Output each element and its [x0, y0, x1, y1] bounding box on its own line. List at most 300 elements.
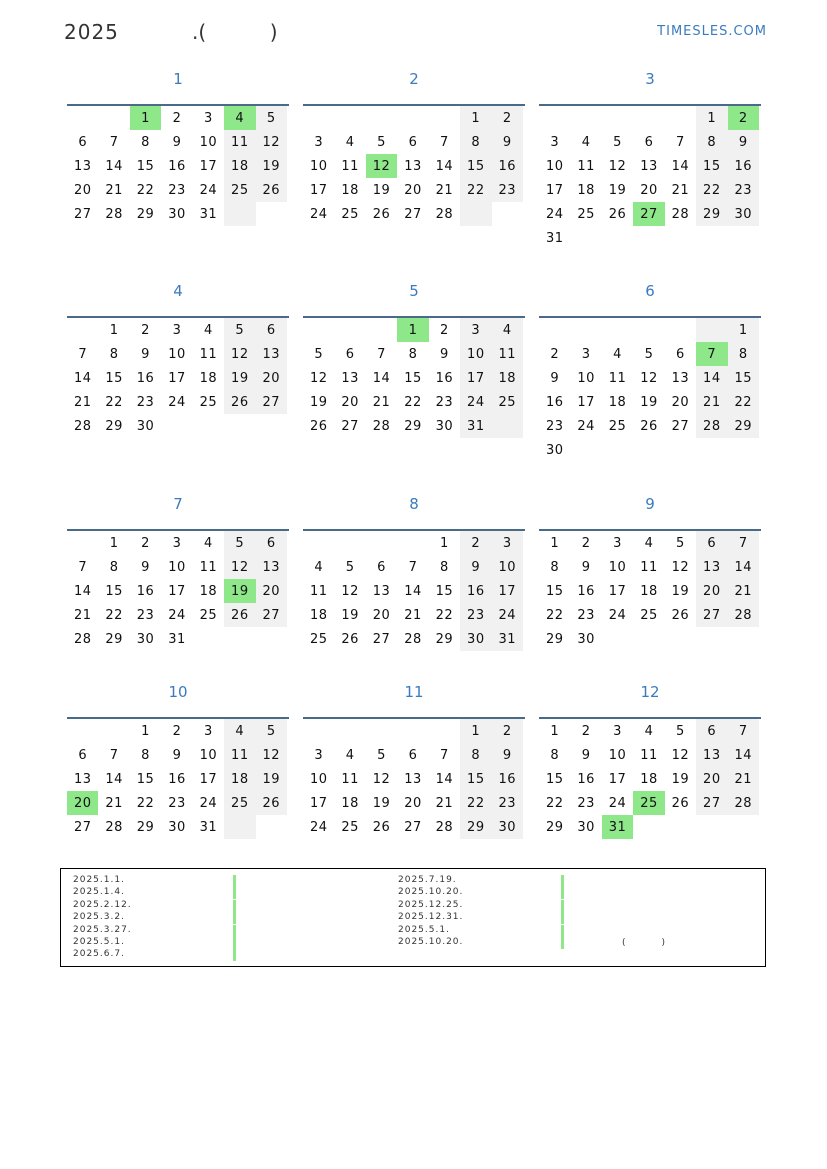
day-cell[interactable]: 15 — [404, 370, 422, 386]
day-cell[interactable]: 10 — [545, 158, 564, 174]
day-cell[interactable]: 27 — [633, 202, 664, 226]
day-cell[interactable]: 3 — [492, 531, 523, 555]
day-cell[interactable]: 21 — [404, 607, 422, 623]
day-cell[interactable]: 3 — [172, 322, 182, 338]
day-cell[interactable]: 23 — [492, 791, 523, 815]
day-cell[interactable]: 31 — [460, 414, 491, 438]
day-cell[interactable]: 16 — [435, 370, 454, 386]
day-cell[interactable]: 15 — [545, 771, 564, 787]
day-cell[interactable]: 3 — [460, 318, 491, 342]
day-cell[interactable]: 18 — [341, 182, 359, 198]
day-cell[interactable]: 10 — [577, 370, 595, 386]
day-cell[interactable]: 14 — [435, 158, 454, 174]
day-cell[interactable]: 20 — [640, 182, 658, 198]
day-cell[interactable]: 17 — [199, 158, 218, 174]
day-cell[interactable]: 15 — [435, 583, 454, 599]
day-cell[interactable]: 23 — [136, 607, 155, 623]
day-cell[interactable]: 16 — [728, 154, 759, 178]
day-cell[interactable]: 8 — [460, 130, 491, 154]
day-cell[interactable]: 6 — [78, 747, 88, 763]
day-cell[interactable]: 18 — [341, 795, 359, 811]
day-cell[interactable]: 24 — [492, 603, 523, 627]
day-cell[interactable]: 22 — [545, 607, 564, 623]
day-cell[interactable]: 1 — [696, 106, 727, 130]
day-cell[interactable]: 7 — [78, 559, 88, 575]
day-cell[interactable]: 1 — [460, 106, 491, 130]
day-cell[interactable]: 8 — [550, 559, 560, 575]
day-cell[interactable]: 4 — [224, 719, 255, 743]
day-cell[interactable]: 9 — [581, 559, 591, 575]
day-cell[interactable]: 18 — [309, 607, 328, 623]
day-cell[interactable]: 17 — [608, 583, 627, 599]
day-cell[interactable]: 17 — [492, 579, 523, 603]
day-cell[interactable]: 13 — [341, 370, 359, 386]
day-cell[interactable]: 10 — [168, 346, 186, 362]
day-cell[interactable]: 27 — [341, 418, 359, 434]
day-cell[interactable]: 5 — [256, 106, 287, 130]
day-cell[interactable]: 13 — [404, 158, 422, 174]
day-cell[interactable]: 1 — [728, 318, 759, 342]
day-cell[interactable]: 17 — [309, 795, 328, 811]
day-cell[interactable]: 25 — [199, 607, 218, 623]
day-cell[interactable]: 21 — [728, 767, 759, 791]
day-cell[interactable]: 26 — [224, 603, 255, 627]
day-cell[interactable]: 28 — [435, 206, 454, 222]
day-cell[interactable]: 28 — [404, 631, 422, 647]
day-cell[interactable]: 2 — [492, 719, 523, 743]
day-cell[interactable]: 27 — [256, 390, 287, 414]
day-cell[interactable]: 22 — [696, 178, 727, 202]
day-cell[interactable]: 16 — [577, 583, 595, 599]
day-cell[interactable]: 16 — [168, 771, 186, 787]
day-cell[interactable]: 8 — [109, 559, 119, 575]
day-cell[interactable]: 19 — [256, 767, 287, 791]
day-cell[interactable]: 18 — [199, 583, 218, 599]
day-cell[interactable]: 6 — [345, 346, 355, 362]
day-cell[interactable]: 4 — [204, 535, 213, 551]
day-cell[interactable]: 8 — [141, 747, 150, 763]
day-cell[interactable]: 1 — [109, 535, 119, 551]
day-cell[interactable]: 14 — [105, 158, 123, 174]
day-cell[interactable]: 20 — [696, 579, 727, 603]
day-cell[interactable]: 20 — [73, 182, 92, 198]
day-cell[interactable]: 4 — [345, 747, 355, 763]
day-cell[interactable]: 19 — [372, 182, 391, 198]
day-cell[interactable]: 26 — [256, 178, 287, 202]
day-cell[interactable]: 25 — [577, 206, 595, 222]
day-cell[interactable]: 26 — [256, 791, 287, 815]
day-cell[interactable]: 24 — [577, 418, 595, 434]
day-cell[interactable]: 29 — [435, 631, 454, 647]
day-cell[interactable]: 9 — [172, 134, 182, 150]
day-cell[interactable]: 4 — [644, 723, 654, 739]
day-cell[interactable]: 11 — [224, 130, 255, 154]
day-cell[interactable]: 14 — [404, 583, 422, 599]
day-cell[interactable]: 13 — [73, 158, 92, 174]
day-cell[interactable]: 29 — [105, 418, 123, 434]
day-cell[interactable]: 16 — [492, 767, 523, 791]
day-cell[interactable]: 27 — [696, 603, 727, 627]
day-cell[interactable]: 5 — [224, 318, 255, 342]
day-cell[interactable]: 23 — [545, 418, 564, 434]
day-cell[interactable]: 12 — [256, 743, 287, 767]
day-cell[interactable]: 14 — [728, 555, 759, 579]
day-cell[interactable]: 27 — [404, 206, 422, 222]
day-cell[interactable]: 14 — [105, 771, 123, 787]
day-cell[interactable]: 24 — [545, 206, 564, 222]
day-cell[interactable]: 4 — [204, 322, 213, 338]
day-cell[interactable]: 7 — [696, 342, 727, 366]
day-cell[interactable]: 23 — [136, 394, 155, 410]
day-cell[interactable]: 21 — [728, 579, 759, 603]
day-cell[interactable]: 19 — [640, 394, 658, 410]
day-cell[interactable]: 1 — [550, 723, 560, 739]
day-cell[interactable]: 6 — [256, 318, 287, 342]
day-cell[interactable]: 6 — [644, 134, 654, 150]
day-cell[interactable]: 17 — [545, 182, 564, 198]
day-cell[interactable]: 31 — [545, 230, 564, 246]
day-cell[interactable]: 5 — [377, 747, 386, 763]
day-cell[interactable]: 10 — [168, 559, 186, 575]
day-cell[interactable]: 4 — [345, 134, 355, 150]
day-cell[interactable]: 16 — [577, 771, 595, 787]
day-cell[interactable]: 23 — [728, 178, 759, 202]
day-cell[interactable]: 9 — [141, 346, 150, 362]
day-cell[interactable]: 30 — [136, 418, 155, 434]
day-cell[interactable]: 6 — [78, 134, 88, 150]
day-cell[interactable]: 9 — [581, 747, 591, 763]
day-cell[interactable]: 11 — [224, 743, 255, 767]
day-cell[interactable]: 6 — [676, 346, 685, 362]
day-cell[interactable]: 23 — [460, 603, 491, 627]
day-cell[interactable]: 30 — [577, 631, 595, 647]
day-cell[interactable]: 19 — [671, 771, 690, 787]
day-cell[interactable]: 14 — [671, 158, 690, 174]
day-cell[interactable]: 1 — [141, 723, 150, 739]
day-cell[interactable]: 27 — [73, 206, 92, 222]
day-cell[interactable]: 28 — [696, 414, 727, 438]
day-cell[interactable]: 2 — [172, 110, 182, 126]
day-cell[interactable]: 30 — [460, 627, 491, 651]
day-cell[interactable]: 13 — [256, 342, 287, 366]
day-cell[interactable]: 15 — [105, 370, 123, 386]
day-cell[interactable]: 30 — [136, 631, 155, 647]
day-cell[interactable]: 2 — [460, 531, 491, 555]
day-cell[interactable]: 10 — [608, 559, 627, 575]
day-cell[interactable]: 12 — [671, 747, 690, 763]
day-cell[interactable]: 16 — [168, 158, 186, 174]
day-cell[interactable]: 13 — [640, 158, 658, 174]
day-cell[interactable]: 3 — [204, 723, 213, 739]
day-cell[interactable]: 15 — [545, 583, 564, 599]
day-cell[interactable]: 4 — [224, 106, 255, 130]
day-cell[interactable]: 18 — [492, 366, 523, 390]
day-cell[interactable]: 20 — [67, 791, 98, 815]
day-cell[interactable]: 29 — [460, 815, 491, 839]
day-cell[interactable]: 21 — [696, 390, 727, 414]
day-cell[interactable]: 17 — [309, 182, 328, 198]
day-cell[interactable]: 8 — [440, 559, 449, 575]
day-cell[interactable]: 6 — [696, 719, 727, 743]
day-cell[interactable]: 10 — [309, 771, 328, 787]
day-cell[interactable]: 11 — [608, 370, 627, 386]
day-cell[interactable]: 16 — [460, 579, 491, 603]
day-cell[interactable]: 4 — [613, 346, 622, 362]
day-cell[interactable]: 22 — [404, 394, 422, 410]
day-cell[interactable]: 19 — [372, 795, 391, 811]
day-cell[interactable]: 25 — [633, 791, 664, 815]
day-cell[interactable]: 2 — [141, 322, 150, 338]
day-cell[interactable]: 27 — [696, 791, 727, 815]
day-cell[interactable]: 11 — [492, 342, 523, 366]
day-cell[interactable]: 5 — [314, 346, 324, 362]
day-cell[interactable]: 5 — [345, 559, 355, 575]
day-cell[interactable]: 2 — [440, 322, 449, 338]
day-cell[interactable]: 30 — [435, 418, 454, 434]
day-cell[interactable]: 9 — [492, 743, 523, 767]
day-cell[interactable]: 24 — [460, 390, 491, 414]
day-cell[interactable]: 15 — [696, 154, 727, 178]
day-cell[interactable]: 12 — [372, 771, 391, 787]
day-cell[interactable]: 21 — [435, 795, 454, 811]
day-cell[interactable]: 2 — [581, 723, 591, 739]
day-cell[interactable]: 20 — [671, 394, 690, 410]
day-cell[interactable]: 13 — [256, 555, 287, 579]
day-cell[interactable]: 15 — [460, 154, 491, 178]
day-cell[interactable]: 2 — [728, 106, 759, 130]
day-cell[interactable]: 12 — [671, 559, 690, 575]
day-cell[interactable]: 28 — [435, 819, 454, 835]
day-cell[interactable]: 4 — [314, 559, 324, 575]
day-cell[interactable]: 28 — [372, 418, 391, 434]
day-cell[interactable]: 12 — [341, 583, 359, 599]
day-cell[interactable]: 25 — [341, 819, 359, 835]
day-cell[interactable]: 28 — [728, 791, 759, 815]
day-cell[interactable]: 27 — [256, 603, 287, 627]
day-cell[interactable]: 20 — [372, 607, 391, 623]
day-cell[interactable]: 7 — [109, 747, 119, 763]
day-cell[interactable]: 11 — [199, 559, 218, 575]
day-cell[interactable]: 13 — [696, 555, 727, 579]
day-cell[interactable]: 1 — [460, 719, 491, 743]
day-cell[interactable]: 10 — [199, 747, 218, 763]
day-cell[interactable]: 7 — [78, 346, 88, 362]
day-cell[interactable]: 4 — [492, 318, 523, 342]
day-cell[interactable]: 11 — [640, 559, 658, 575]
day-cell[interactable]: 27 — [73, 819, 92, 835]
day-cell[interactable]: 18 — [608, 394, 627, 410]
day-cell[interactable]: 18 — [577, 182, 595, 198]
day-cell[interactable]: 24 — [199, 795, 218, 811]
day-cell[interactable]: 6 — [408, 747, 418, 763]
day-cell[interactable]: 22 — [435, 607, 454, 623]
day-cell[interactable]: 12 — [309, 370, 328, 386]
day-cell[interactable]: 5 — [224, 531, 255, 555]
day-cell[interactable]: 9 — [172, 747, 182, 763]
day-cell[interactable]: 25 — [640, 607, 658, 623]
day-cell[interactable]: 28 — [105, 206, 123, 222]
day-cell[interactable]: 17 — [168, 583, 186, 599]
day-cell[interactable]: 30 — [545, 442, 564, 458]
day-cell[interactable]: 14 — [73, 370, 92, 386]
day-cell[interactable]: 9 — [460, 555, 491, 579]
day-cell[interactable]: 29 — [696, 202, 727, 226]
day-cell[interactable]: 17 — [608, 771, 627, 787]
day-cell[interactable]: 24 — [168, 607, 186, 623]
day-cell[interactable]: 21 — [105, 182, 123, 198]
day-cell[interactable]: 31 — [199, 819, 218, 835]
day-cell[interactable]: 25 — [341, 206, 359, 222]
day-cell[interactable]: 19 — [341, 607, 359, 623]
day-cell[interactable]: 29 — [728, 414, 759, 438]
day-cell[interactable]: 23 — [435, 394, 454, 410]
day-cell[interactable]: 20 — [256, 366, 287, 390]
day-cell[interactable]: 18 — [640, 771, 658, 787]
day-cell[interactable]: 17 — [168, 370, 186, 386]
day-cell[interactable]: 15 — [105, 583, 123, 599]
day-cell[interactable]: 8 — [728, 342, 759, 366]
day-cell[interactable]: 25 — [492, 390, 523, 414]
day-cell[interactable]: 3 — [550, 134, 560, 150]
day-cell[interactable]: 22 — [460, 791, 491, 815]
day-cell[interactable]: 3 — [172, 535, 182, 551]
day-cell[interactable]: 17 — [199, 771, 218, 787]
day-cell[interactable]: 7 — [728, 719, 759, 743]
day-cell[interactable]: 9 — [492, 130, 523, 154]
day-cell[interactable]: 13 — [73, 771, 92, 787]
day-cell[interactable]: 15 — [460, 767, 491, 791]
day-cell[interactable]: 29 — [136, 206, 155, 222]
day-cell[interactable]: 20 — [404, 182, 422, 198]
day-cell[interactable]: 8 — [460, 743, 491, 767]
day-cell[interactable]: 26 — [372, 819, 391, 835]
day-cell[interactable]: 18 — [224, 767, 255, 791]
day-cell[interactable]: 7 — [728, 531, 759, 555]
day-cell[interactable]: 24 — [168, 394, 186, 410]
day-cell[interactable]: 25 — [199, 394, 218, 410]
day-cell[interactable]: 30 — [728, 202, 759, 226]
day-cell[interactable]: 29 — [545, 631, 564, 647]
day-cell[interactable]: 13 — [372, 583, 391, 599]
day-cell[interactable]: 23 — [577, 795, 595, 811]
day-cell[interactable]: 16 — [136, 370, 155, 386]
day-cell[interactable]: 15 — [136, 158, 155, 174]
day-cell[interactable]: 10 — [199, 134, 218, 150]
day-cell[interactable]: 5 — [676, 723, 685, 739]
day-cell[interactable]: 4 — [644, 535, 654, 551]
day-cell[interactable]: 6 — [377, 559, 386, 575]
day-cell[interactable]: 1 — [109, 322, 119, 338]
day-cell[interactable]: 24 — [309, 206, 328, 222]
day-cell[interactable]: 13 — [696, 743, 727, 767]
day-cell[interactable]: 29 — [545, 819, 564, 835]
day-cell[interactable]: 26 — [341, 631, 359, 647]
day-cell[interactable]: 5 — [377, 134, 386, 150]
day-cell[interactable]: 30 — [577, 819, 595, 835]
day-cell[interactable]: 28 — [728, 603, 759, 627]
day-cell[interactable]: 9 — [550, 370, 560, 386]
day-cell[interactable]: 5 — [644, 346, 654, 362]
day-cell[interactable]: 3 — [314, 134, 324, 150]
day-cell[interactable]: 21 — [73, 394, 92, 410]
day-cell[interactable]: 11 — [341, 158, 359, 174]
day-cell[interactable]: 12 — [640, 370, 658, 386]
day-cell[interactable]: 12 — [608, 158, 627, 174]
brand-link[interactable]: TIMESLES.COM — [657, 24, 767, 39]
day-cell[interactable]: 4 — [581, 134, 591, 150]
day-cell[interactable]: 20 — [696, 767, 727, 791]
day-cell[interactable]: 12 — [224, 555, 255, 579]
day-cell[interactable]: 26 — [309, 418, 328, 434]
day-cell[interactable]: 2 — [172, 723, 182, 739]
day-cell[interactable]: 21 — [435, 182, 454, 198]
day-cell[interactable]: 31 — [168, 631, 186, 647]
day-cell[interactable]: 20 — [404, 795, 422, 811]
day-cell[interactable]: 14 — [435, 771, 454, 787]
day-cell[interactable]: 6 — [256, 531, 287, 555]
day-cell[interactable]: 7 — [408, 559, 418, 575]
day-cell[interactable]: 1 — [130, 106, 161, 130]
day-cell[interactable]: 23 — [168, 182, 186, 198]
day-cell[interactable]: 29 — [136, 819, 155, 835]
day-cell[interactable]: 8 — [550, 747, 560, 763]
day-cell[interactable]: 8 — [141, 134, 150, 150]
day-cell[interactable]: 26 — [224, 390, 255, 414]
day-cell[interactable]: 28 — [73, 631, 92, 647]
day-cell[interactable]: 15 — [136, 771, 155, 787]
day-cell[interactable]: 19 — [671, 583, 690, 599]
day-cell[interactable]: 22 — [728, 390, 759, 414]
day-cell[interactable]: 22 — [136, 795, 155, 811]
day-cell[interactable]: 12 — [224, 342, 255, 366]
day-cell[interactable]: 7 — [377, 346, 386, 362]
day-cell[interactable]: 7 — [109, 134, 119, 150]
day-cell[interactable]: 20 — [256, 579, 287, 603]
day-cell[interactable]: 11 — [309, 583, 328, 599]
day-cell[interactable]: 22 — [460, 178, 491, 202]
day-cell[interactable]: 14 — [696, 366, 727, 390]
day-cell[interactable]: 5 — [256, 719, 287, 743]
day-cell[interactable]: 7 — [676, 134, 685, 150]
day-cell[interactable]: 14 — [372, 370, 391, 386]
day-cell[interactable]: 28 — [73, 418, 92, 434]
day-cell[interactable]: 5 — [676, 535, 685, 551]
day-cell[interactable]: 19 — [608, 182, 627, 198]
day-cell[interactable]: 11 — [199, 346, 218, 362]
day-cell[interactable]: 13 — [671, 370, 690, 386]
day-cell[interactable]: 11 — [341, 771, 359, 787]
day-cell[interactable]: 21 — [105, 795, 123, 811]
day-cell[interactable]: 30 — [492, 815, 523, 839]
day-cell[interactable]: 23 — [168, 795, 186, 811]
day-cell[interactable]: 19 — [224, 366, 255, 390]
day-cell[interactable]: 23 — [492, 178, 523, 202]
day-cell[interactable]: 10 — [608, 747, 627, 763]
day-cell[interactable]: 16 — [136, 583, 155, 599]
day-cell[interactable]: 29 — [105, 631, 123, 647]
day-cell[interactable]: 10 — [460, 342, 491, 366]
day-cell[interactable]: 20 — [341, 394, 359, 410]
day-cell[interactable]: 13 — [404, 771, 422, 787]
day-cell[interactable]: 24 — [199, 182, 218, 198]
day-cell[interactable]: 26 — [608, 206, 627, 222]
day-cell[interactable]: 10 — [492, 555, 523, 579]
day-cell[interactable]: 15 — [728, 366, 759, 390]
day-cell[interactable]: 1 — [550, 535, 560, 551]
day-cell[interactable]: 17 — [577, 394, 595, 410]
day-cell[interactable]: 22 — [136, 182, 155, 198]
day-cell[interactable]: 6 — [696, 531, 727, 555]
